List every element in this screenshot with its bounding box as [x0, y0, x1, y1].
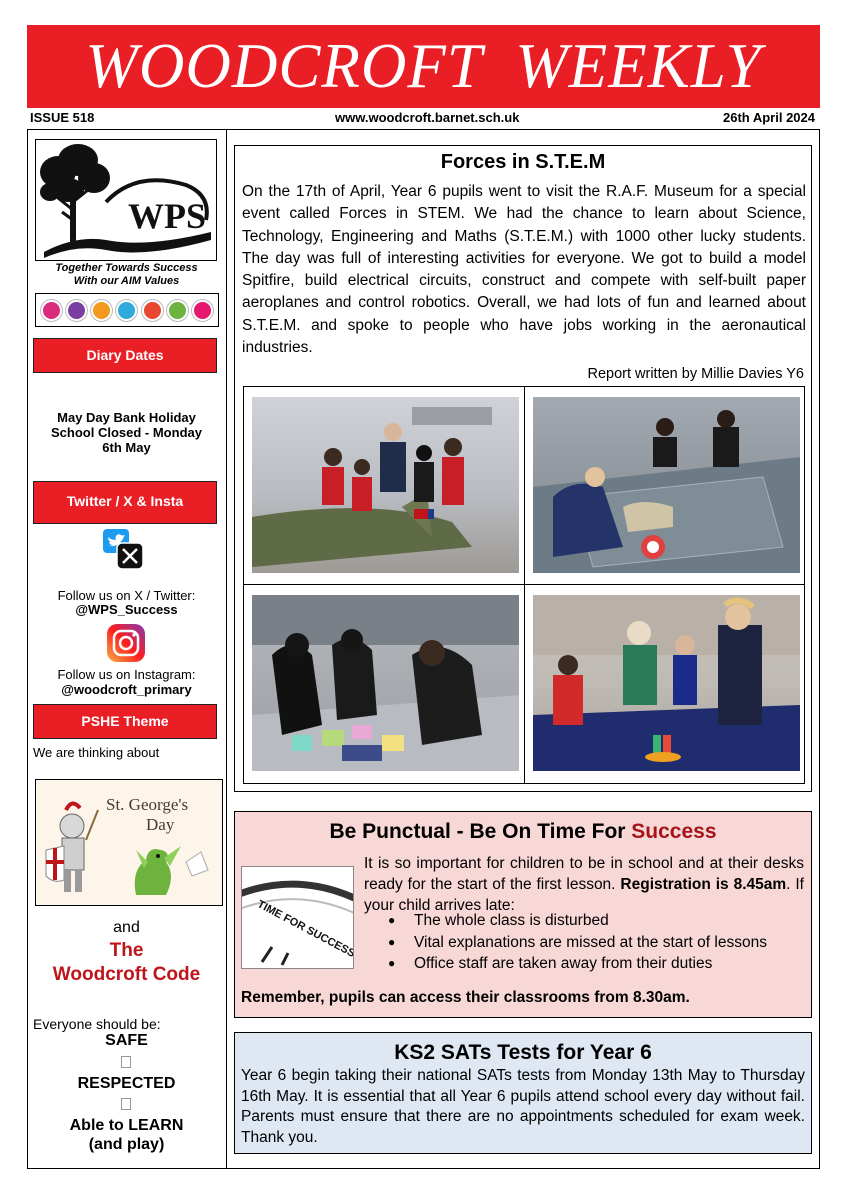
code-title-line: The [109, 940, 144, 961]
issue-info-bar [30, 110, 815, 128]
aim-badge-icon [41, 300, 62, 321]
missing-glyph-icon [121, 1098, 131, 1110]
issue-date: 26th April 2024 [722, 110, 815, 125]
punctuality-title-accent: Success [631, 820, 717, 843]
stem-photo-cards [252, 595, 519, 771]
aim-badge-icon [192, 300, 213, 321]
aim-badge-icon [142, 300, 163, 321]
diary-event-line: School Closed - Monday [51, 425, 202, 440]
diary-event-line: May Day Bank Holiday [57, 410, 196, 425]
registration-time: Registration is 8.45am [620, 876, 787, 893]
tree-logo-icon [36, 140, 216, 260]
sats-article-body: Year 6 begin taking their national SATs tests from Monday 13th May to Thursday 16th May. It is essential that all Year 6 pupils attend school every day without fail. Parents must ensure that there are no appointments scheduled for exam week. Thank you. [241, 1067, 805, 1146]
value-respected: RESPECTED [77, 1075, 176, 1092]
value-learn [27, 1116, 226, 1154]
sats-article-title: KS2 SATs Tests for Year 6 [394, 1041, 652, 1064]
stem-article-credit: Report written by Millie Davies Y6 [587, 366, 804, 382]
social-media-heading: Twitter / X & Insta [33, 481, 217, 524]
diary-event-line: 6th May [102, 440, 151, 455]
svg-text:WPS: WPS [128, 196, 207, 236]
newsletter-title: WOODCROFT WEEKLY [85, 31, 762, 101]
stem-photo-pilot [533, 595, 800, 771]
svg-text:Day: Day [146, 815, 175, 834]
masthead-banner [27, 25, 820, 108]
aim-values-badges [35, 293, 219, 327]
twitter-follow-text: Follow us on X / Twitter: [57, 588, 196, 603]
value-safe: SAFE [105, 1032, 148, 1049]
photo-cards-game [252, 595, 519, 771]
photo-pilot-demonstration [533, 595, 800, 771]
list-item: ● Office staff are taken away from their duties [388, 953, 767, 975]
school-website-link[interactable]: www.woodcroft.barnet.sch.uk [335, 110, 520, 125]
photo-floor-activity [533, 397, 800, 573]
instagram-follow-text: Follow us on Instagram: [57, 667, 196, 682]
value-learn-line: (and play) [88, 1136, 165, 1153]
punctuality-title-main: Be Punctual - Be On Time For [329, 820, 632, 843]
twitter-handle-link[interactable]: @WPS_Success [75, 602, 178, 617]
value-learn-line: Able to LEARN [69, 1117, 184, 1134]
twitter-x-icon[interactable] [103, 529, 143, 569]
school-motto [27, 262, 226, 288]
aim-badge-icon [167, 300, 188, 321]
diary-dates-heading: Diary Dates [33, 338, 217, 373]
stem-photo-activity [533, 397, 800, 573]
aim-badge-icon [66, 300, 87, 321]
punctuality-intro: It is so important for children to be in school and at their desks ready for the start of the first lesson. [364, 855, 804, 893]
svg-text:TIME FOR SUCCESS: TIME FOR SUCCESS [255, 898, 353, 960]
issue-number: ISSUE 518 [30, 110, 95, 125]
svg-text:St. George's: St. George's [106, 795, 189, 814]
code-title-line: Woodcroft Code [52, 964, 201, 985]
missing-glyph-icon [121, 1056, 131, 1068]
grid-divider [244, 584, 804, 585]
time-for-success-clock-image [241, 866, 354, 969]
pshe-theme-heading: PSHE Theme [33, 704, 217, 739]
list-item: ● The whole class is disturbed [388, 910, 767, 932]
everyone-should-be-text: Everyone should be: [33, 1016, 161, 1032]
grid-divider [524, 387, 525, 783]
instagram-handle-link[interactable]: @woodcroft_primary [61, 682, 192, 697]
and-text: and [113, 919, 140, 936]
clock-icon [242, 867, 353, 968]
motto-line: Together Towards Success [55, 262, 198, 274]
instagram-icon[interactable] [106, 623, 146, 663]
punctuality-article-title [234, 820, 812, 844]
punctuality-late-text: . If your child arrives late: [364, 876, 804, 914]
aim-badge-icon [116, 300, 137, 321]
diary-event [27, 410, 226, 455]
aim-badge-icon [91, 300, 112, 321]
woodcroft-code-title [27, 939, 226, 987]
st-georges-day-image [35, 779, 223, 906]
late-consequences-list [388, 910, 767, 975]
stem-article-title: Forces in S.T.E.M [440, 151, 606, 173]
school-logo [35, 139, 217, 261]
pshe-intro-text: We are thinking about [33, 745, 160, 760]
punctuality-article-body [364, 853, 804, 916]
stem-photo-spitfire [252, 397, 519, 573]
aim-values-line: With our AIM Values [73, 275, 180, 287]
column-divider [226, 129, 227, 1169]
photo-spitfire-scene [252, 397, 519, 573]
stem-article-body: On the 17th of April, Year 6 pupils went to visit the R.A.F. Museum for a special event called Forces in STEM. We had the chance to learn about Science, Technology, Engineering and Maths (S.T.E.M.) with 1000 other lucky students. The day was full of interesting activities for everyone. We got to build a model Spitfire, build electrical circuits, construct and compete with self-built paper aeroplanes and control robotics. Overall, we had lots of fun and learned about S.T.E.M. and spoke to people who have jobs working in the aeronautical industries. [242, 183, 806, 357]
list-item: ● Vital explanations are missed at the start of lessons [388, 932, 767, 954]
classroom-access-reminder: Remember, pupils can access their classrooms from 8.30am. [241, 989, 690, 1006]
knight-dragon-illustration [36, 780, 224, 907]
